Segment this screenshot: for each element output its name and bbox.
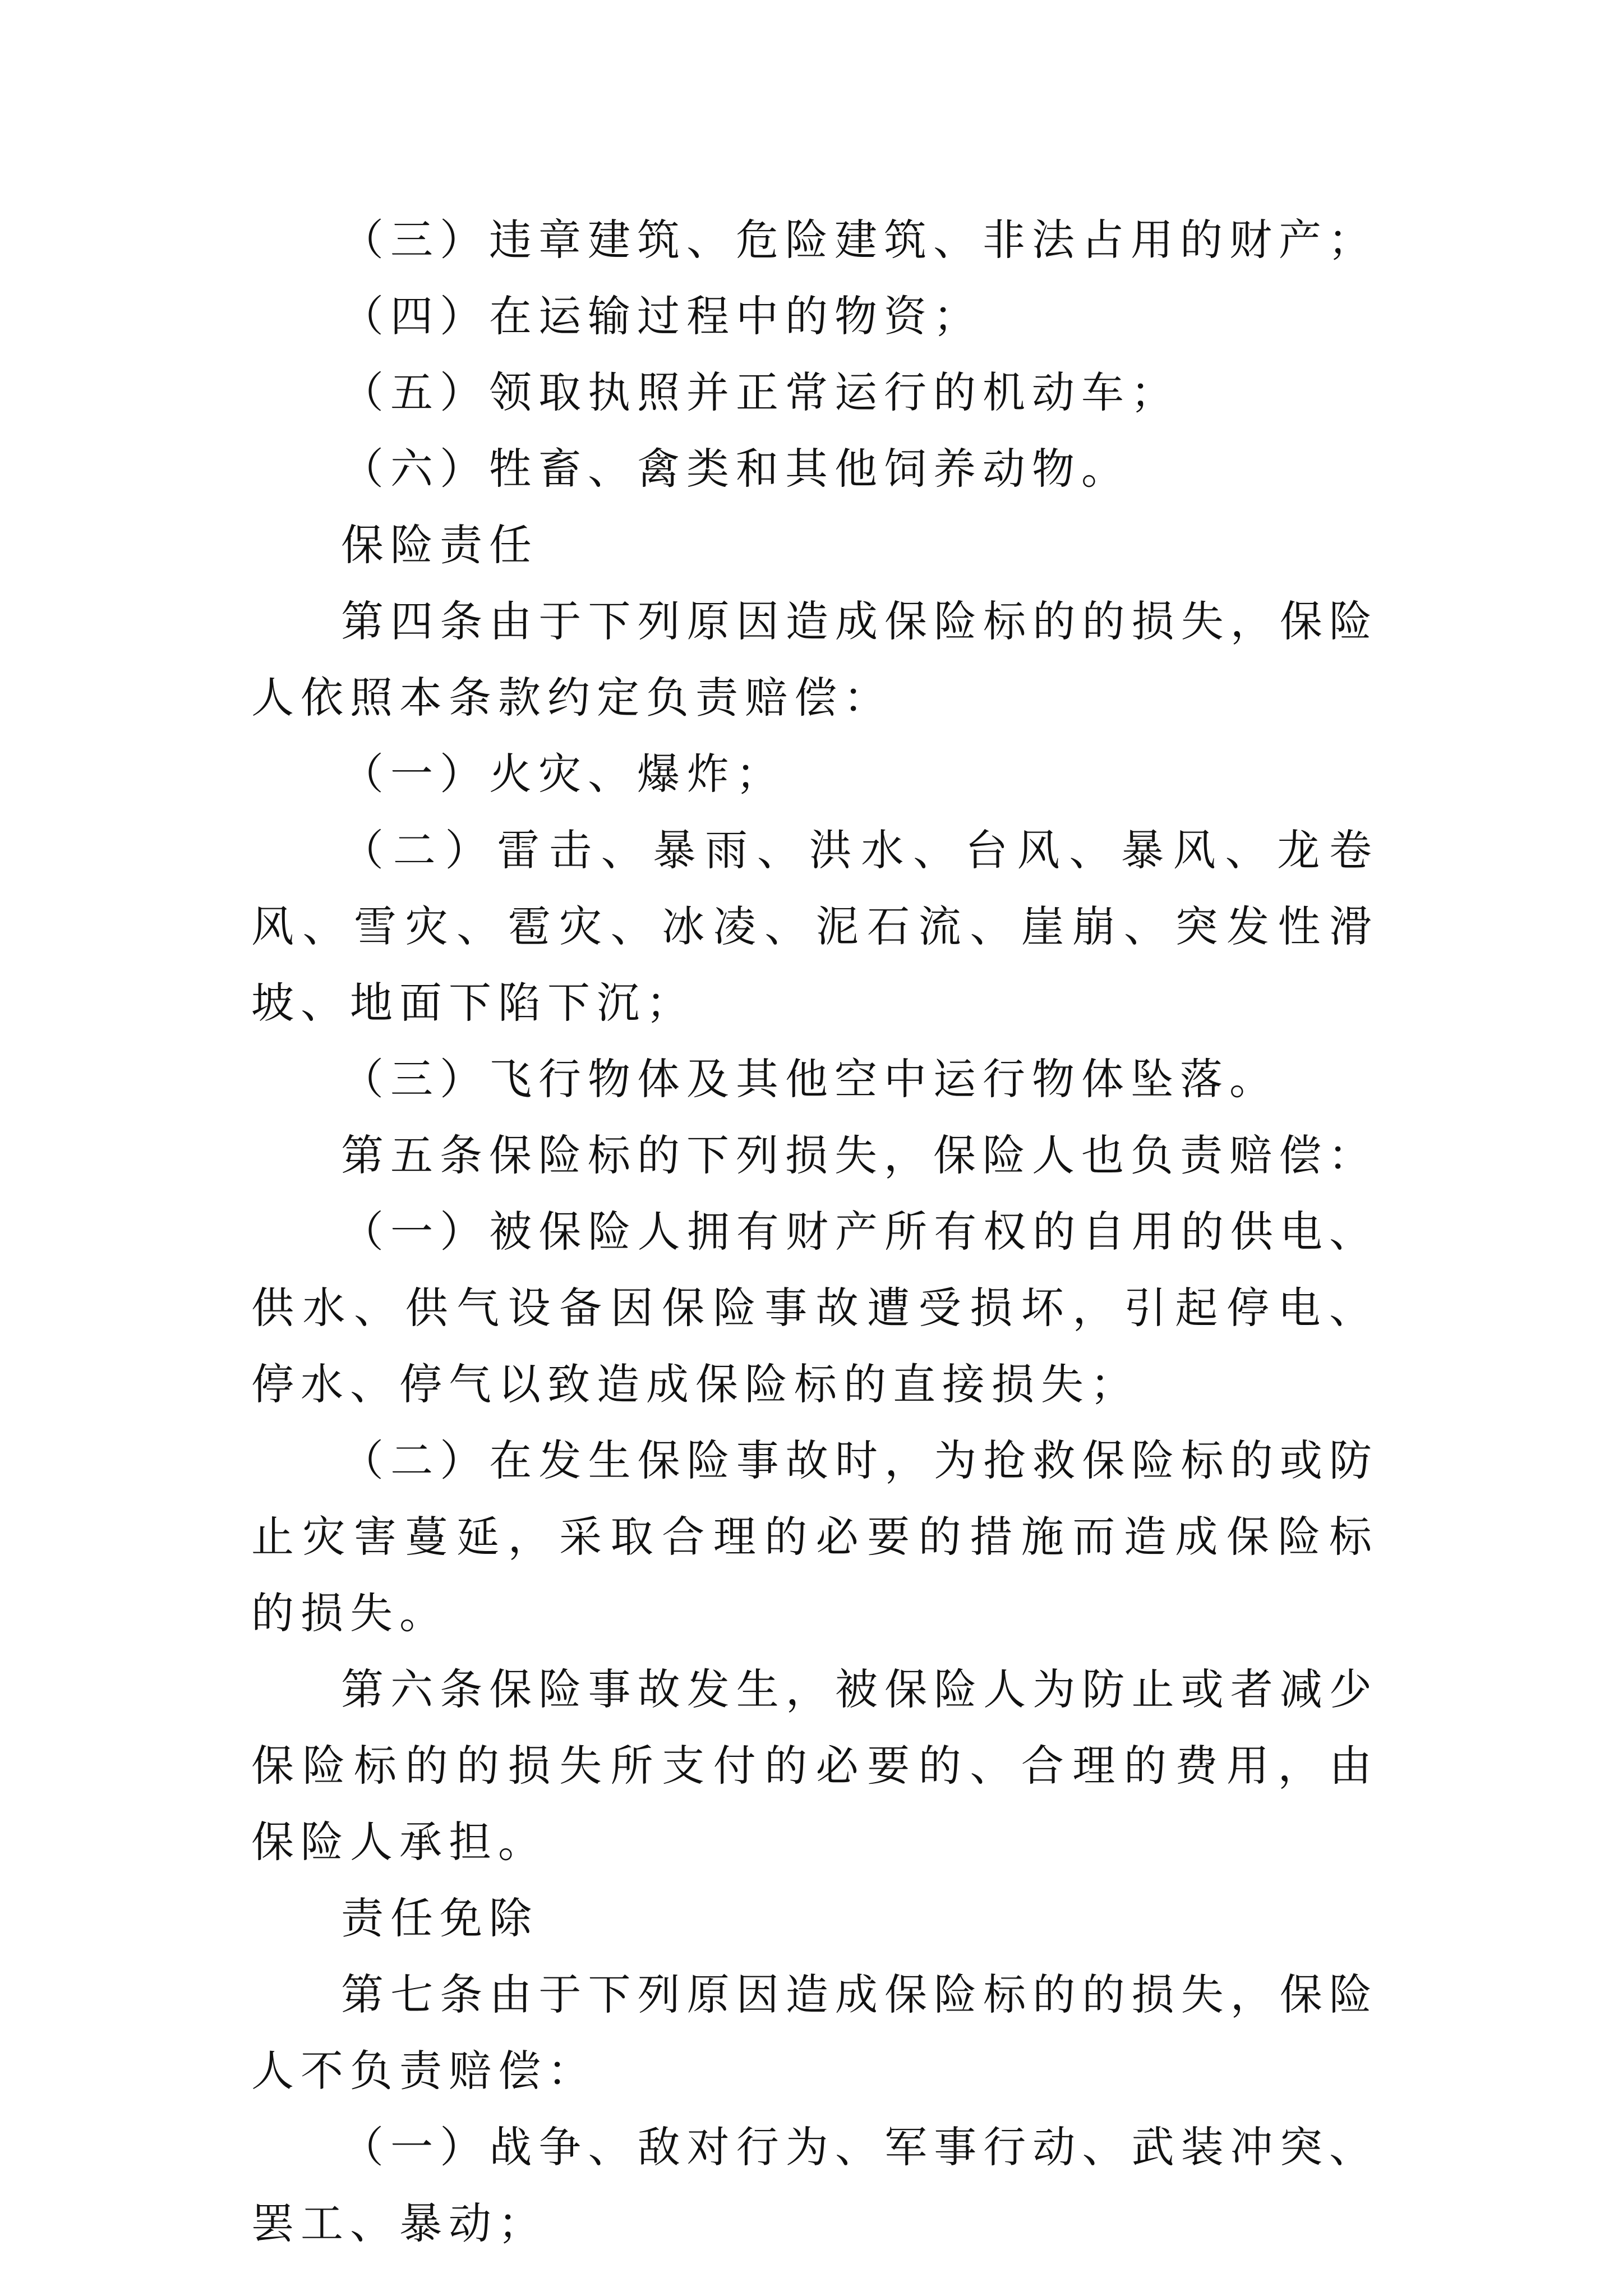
document-body <box>251 202 1378 2262</box>
article-5-item-1: （一）被保险人拥有财产所有权的自用的供电、供水、供气设备因保险事故遭受损坏，引起停电、停水、停气以致造成保险标的直接损失； <box>251 1207 1378 1409</box>
article-4-item-1: （一）火灾、爆炸； <box>341 749 785 799</box>
article-4-item-3: （三）飞行物体及其他空中运行物体坠落。 <box>341 1054 1279 1104</box>
section-heading-exclusions: 责任免除 <box>341 1893 538 1943</box>
article-4-item-2: （二）雷击、暴雨、洪水、台风、暴风、龙卷风、雪灾、雹灾、冰凌、泥石流、崖崩、突发性滑坡、地面下陷下沉； <box>251 825 1378 1028</box>
section-heading-liability: 保险责任 <box>341 520 538 570</box>
paragraph-item-3: （三）违章建筑、危险建筑、非法占用的财产； <box>341 215 1377 265</box>
paragraph-item-6: （六）牲畜、禽类和其他饲养动物。 <box>341 444 1131 494</box>
article-5-item-2: （二）在发生保险事故时，为抢救保险标的或防止灾害蔓延，采取合理的必要的措施而造成保险标的损失。 <box>251 1435 1378 1638</box>
article-6: 第六条保险事故发生，被保险人为防止或者减少保险标的的损失所支付的必要的、合理的费用，由保险人承担。 <box>251 1664 1378 1867</box>
article-7: 第七条由于下列原因造成保险标的的损失，保险人不负责赔偿： <box>251 1970 1378 2096</box>
article-4: 第四条由于下列原因造成保险标的的损失，保险人依照本条款约定负责赔偿： <box>251 596 1378 723</box>
article-5: 第五条保险标的下列损失，保险人也负责赔偿： <box>341 1130 1377 1180</box>
paragraph-item-5: （五）领取执照并正常运行的机动车； <box>341 367 1180 417</box>
paragraph-item-4: （四）在运输过程中的物资； <box>341 291 983 341</box>
article-7-item-1: （一）战争、敌对行为、军事行动、武装冲突、罢工、暴动； <box>251 2122 1378 2248</box>
